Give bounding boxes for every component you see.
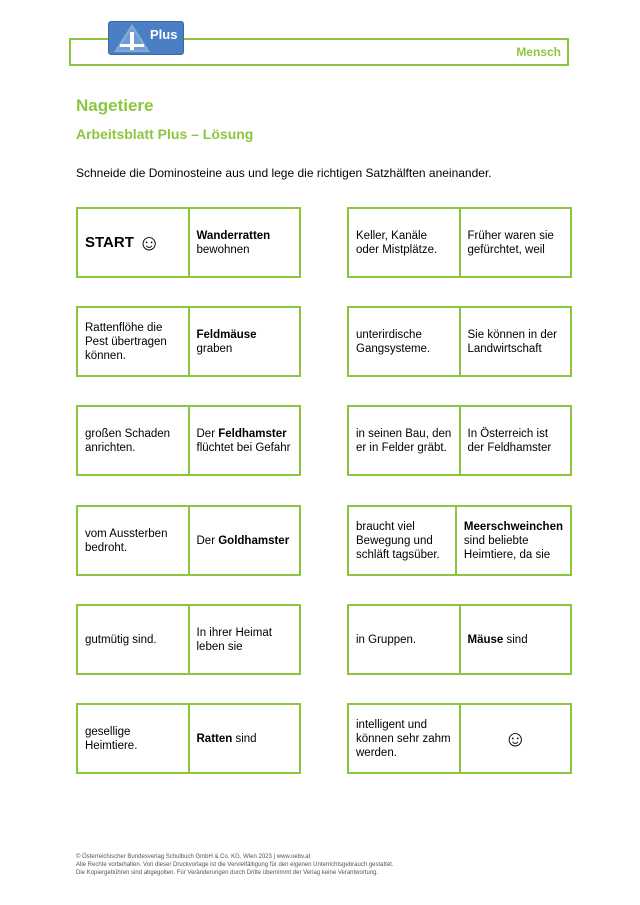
domino-left: gesellige Heimtiere. [78, 705, 190, 772]
domino-1 [76, 207, 301, 278]
domino-keyword: Mäuse [467, 633, 504, 646]
instruction-text: Schneide die Dominosteine aus und lege die richtigen Satzhälften aneinander. [76, 166, 492, 180]
page-subtitle: Arbeitsblatt Plus – Lösung [76, 126, 254, 142]
domino-keyword: Ratten [196, 732, 233, 745]
domino-keyword: Meerschweinchen [463, 520, 563, 533]
domino-5 [76, 405, 301, 476]
domino-3 [76, 306, 301, 377]
domino-9 [76, 604, 301, 675]
domino-text: graben [196, 342, 233, 355]
section-label: Mensch [516, 45, 561, 59]
domino-right [190, 308, 300, 375]
logo-triangle-icon [112, 22, 152, 54]
domino-8 [347, 505, 572, 576]
start-label: START [85, 233, 134, 251]
domino-keyword: Feldmäuse [196, 328, 257, 341]
publisher-logo [108, 21, 184, 55]
domino-right: In Österreich ist der Feldhamster [467, 427, 552, 454]
domino-text: sind beliebte Heimtiere, da sie [463, 534, 551, 561]
domino-keyword: Goldhamster [218, 534, 290, 547]
footer-disclaimer: Die Kopiergebühren sind abgegolten. Für Veränderungen durch Dritte übernimmt der Verlag keine Verantwortung. [76, 870, 379, 876]
domino-7 [76, 505, 301, 576]
domino-left: großen Schaden anrichten. [78, 407, 190, 474]
footer-copyright: © Österreichischer Bundesverlag Schulbuch GmbH & Co. KG, Wien 2023 | www.oebv.at [76, 854, 311, 860]
domino-text: sind [235, 732, 257, 745]
domino-keyword: Wanderratten [196, 229, 271, 242]
domino-11 [76, 703, 301, 774]
domino-prefix: Der [196, 427, 216, 440]
smiley-icon: ☺ [504, 725, 527, 751]
domino-10 [347, 604, 572, 675]
domino-right [457, 507, 570, 574]
domino-right: Früher waren sie gefürchtet, weil [467, 229, 554, 256]
domino-text: flüchtet bei Gefahr [196, 441, 291, 454]
domino-left: intelligent und können sehr zahm werden. [349, 705, 461, 772]
domino-left: braucht viel Bewegung und schläft tagsüber. [349, 507, 457, 574]
domino-left: in Gruppen. [349, 606, 461, 673]
domino-right [461, 705, 571, 772]
domino-left: Keller, Kanäle oder Mistplätze. [349, 209, 461, 276]
domino-right [190, 705, 300, 772]
domino-right [190, 407, 300, 474]
logo-text: Plus [150, 27, 178, 42]
domino-12 [347, 703, 572, 774]
domino-left: gutmütig sind. [78, 606, 190, 673]
domino-right [461, 606, 571, 673]
domino-4 [347, 306, 572, 377]
domino-6 [347, 405, 572, 476]
footer-rights: Alle Rechte vorbehalten. Von dieser Druckvorlage ist die Vervielfältigung für den eigenen Unterrichtsgebrauch gestattet. [76, 862, 394, 868]
smiley-icon: ☺ [137, 229, 161, 255]
domino-keyword: Feldhamster [218, 427, 287, 440]
domino-right: Sie können in der Landwirtschaft [467, 328, 558, 355]
domino-text: bewohnen [196, 243, 250, 256]
domino-right [190, 507, 300, 574]
domino-left: Rattenflöhe die Pest übertragen können. [78, 308, 190, 375]
domino-text: sind [506, 633, 528, 646]
domino-right [190, 209, 300, 276]
domino-left: in seinen Bau, den er in Felder gräbt. [349, 407, 461, 474]
domino-left [78, 209, 190, 276]
domino-prefix: Der [196, 534, 216, 547]
footer [76, 853, 394, 877]
domino-right: In ihrer Heimat leben sie [196, 626, 272, 653]
page-title: Nagetiere [76, 96, 154, 115]
domino-left: unterirdische Gangsysteme. [349, 308, 461, 375]
domino-2 [347, 207, 572, 278]
domino-left: vom Aussterben bedroht. [78, 507, 190, 574]
